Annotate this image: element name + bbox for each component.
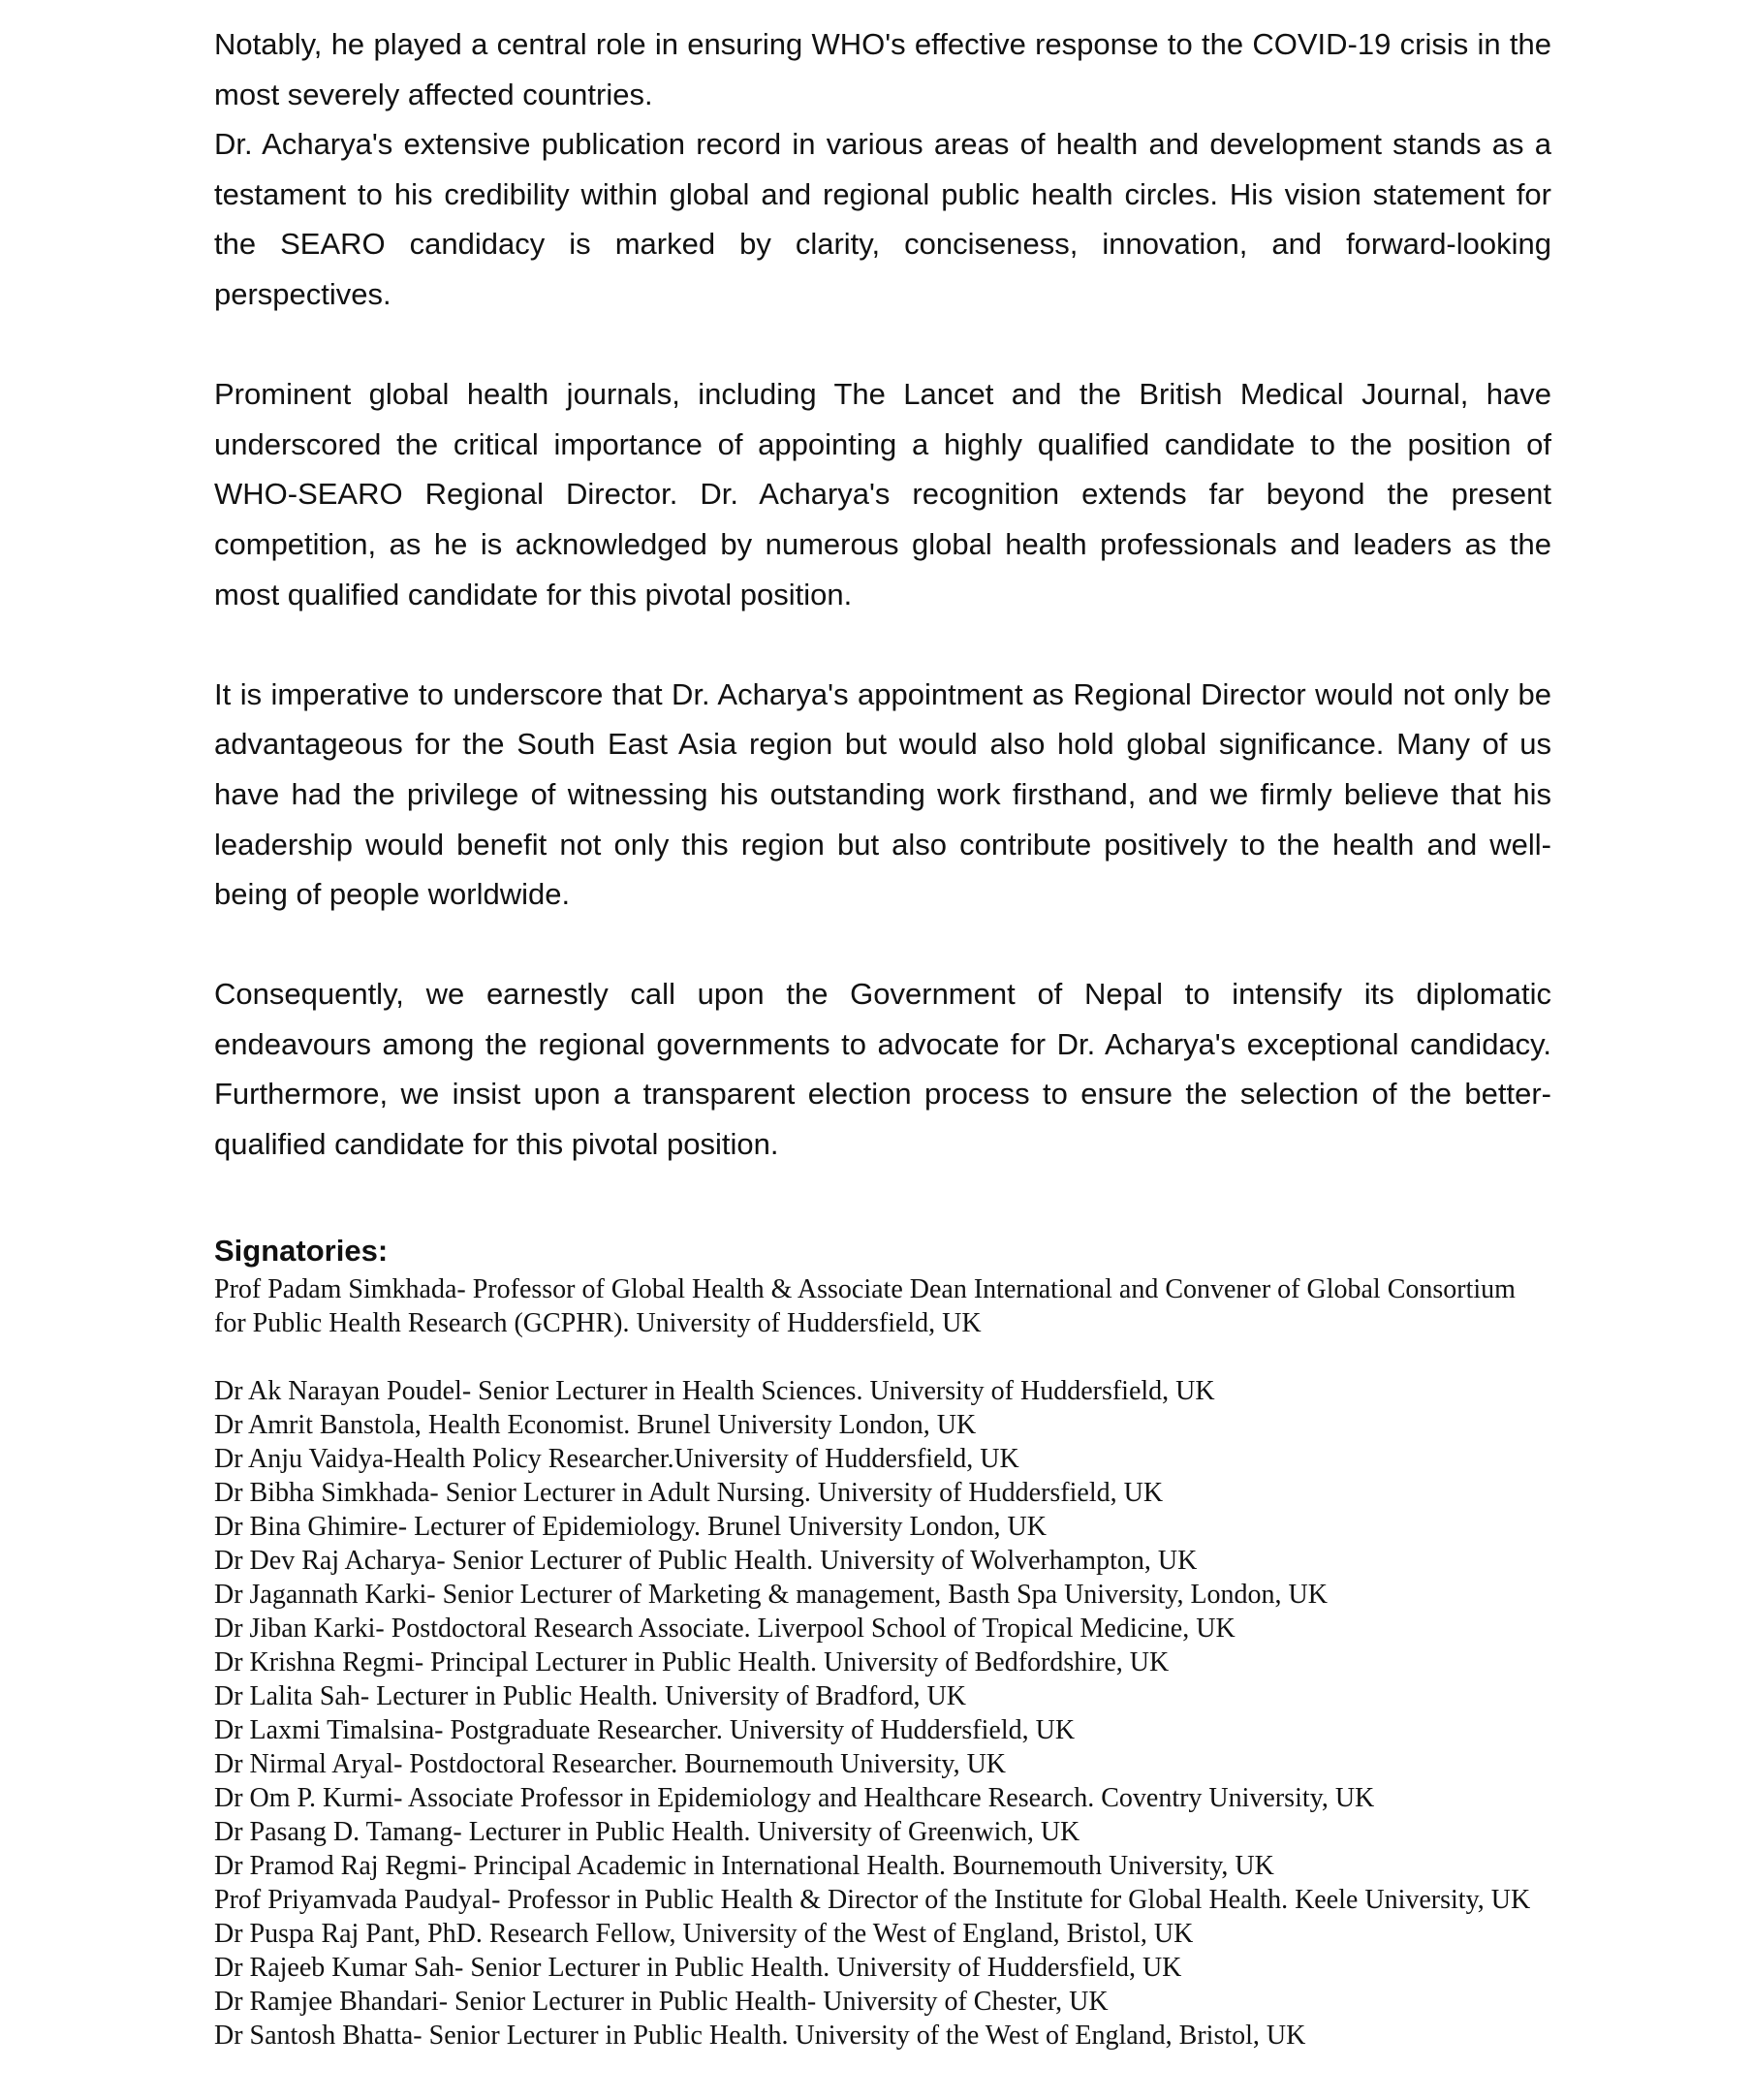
- signatory-item: Dr Anju Vaidya-Health Policy Researcher.University of Huddersfield, UK: [214, 1443, 1019, 1474]
- signatory-item: Prof Priyamvada Paudyal- Professor in Public Health & Director of the Institute for Global Health. Keele University, UK: [214, 1884, 1531, 1915]
- signatories-section: [214, 1230, 1551, 2053]
- signatories-list: [214, 1374, 1551, 2053]
- signatory-item: Dr Krishna Regmi- Principal Lecturer in Public Health. University of Bedfordshire, UK: [214, 1646, 1170, 1677]
- signatory-item: Dr Rajeeb Kumar Sah- Senior Lecturer in Public Health. University of Huddersfield, UK: [214, 1952, 1182, 1983]
- signatory-item: Dr Ramjee Bhandari- Senior Lecturer in Public Health- University of Chester, UK: [214, 1986, 1109, 2017]
- signatory-item: Dr Bibha Simkhada- Senior Lecturer in Adult Nursing. University of Huddersfield, UK: [214, 1477, 1164, 1508]
- signatories-heading: Signatories:: [214, 1233, 389, 1268]
- paragraph-publication-record: Dr. Acharya's extensive publication record in various areas of health and development stands as a testament to his credibility within global and regional public health circles. His vision statement for the SEARO candidacy is marked by clarity, conciseness, innovation, and forward-looking perspectives.: [214, 127, 1551, 311]
- signatory-item: Dr Ak Narayan Poudel- Senior Lecturer in Health Sciences. University of Huddersfield, UK: [214, 1375, 1215, 1406]
- signatory-item: Dr Pasang D. Tamang- Lecturer in Public Health. University of Greenwich, UK: [214, 1816, 1080, 1847]
- signatory-item: Dr Om P. Kurmi- Associate Professor in Epidemiology and Healthcare Research. Coventry University, UK: [214, 1782, 1375, 1813]
- signatory-item: Dr Jagannath Karki- Senior Lecturer of Marketing & management, Basth Spa University, London, UK: [214, 1579, 1328, 1610]
- signatory-item: Dr Laxmi Timalsina- Postgraduate Researcher. University of Huddersfield, UK: [214, 1714, 1076, 1745]
- signatories-spacer: [214, 1340, 1551, 1374]
- signatory-item: Dr Jiban Karki- Postdoctoral Research Associate. Liverpool School of Tropical Medicine, UK: [214, 1613, 1236, 1644]
- signatory-item: Dr Nirmal Aryal- Postdoctoral Researcher. Bournemouth University, UK: [214, 1748, 1007, 1779]
- paragraph-spacer: [214, 619, 1551, 670]
- signatory-item: Dr Puspa Raj Pant, PhD. Research Fellow, University of the West of England, Bristol, UK: [214, 1918, 1194, 1949]
- paragraph-appointment-significance: It is imperative to underscore that Dr. Acharya's appointment as Regional Director would not only be advantageous for the South East Asia region but would also hold global significance. Many of us have had the privilege of witnessing his outstanding work firsthand, and we firmly believe that his leadership would benefit not only this region but also contribute positively to the health and well-being of people worldwide.: [214, 676, 1551, 912]
- letter-page: [214, 19, 1551, 2053]
- signatory-item: Dr Pramod Raj Regmi- Principal Academic in International Health. Bournemouth University, UK: [214, 1850, 1274, 1881]
- paragraph-spacer: [214, 320, 1551, 370]
- section-spacer: [214, 1170, 1551, 1230]
- signatory-item: Dr Santosh Bhatta- Senior Lecturer in Public Health. University of the West of England, Bristol, UK: [214, 2020, 1306, 2051]
- paragraph-spacer: [214, 920, 1551, 970]
- paragraph-covid-response: Notably, he played a central role in ensuring WHO's effective response to the COVID-19 crisis in the most severely affected countries.: [214, 27, 1551, 111]
- signatory-item: Dr Bina Ghimire- Lecturer of Epidemiology. Brunel University London, UK: [214, 1511, 1047, 1542]
- signatory-item: Dr Dev Raj Acharya- Senior Lecturer of Public Health. University of Wolverhampton, UK: [214, 1545, 1198, 1576]
- paragraph-call-to-government: Consequently, we earnestly call upon the Government of Nepal to intensify its diplomatic endeavours among the regional governments to advocate for Dr. Acharya's exceptional candidacy. Furthermore, we insist upon a transparent election process to ensure the selection of the better-qualified candidate for this pivotal position.: [214, 977, 1551, 1162]
- paragraph-journals: Prominent global health journals, including The Lancet and the British Medical Journal, have underscored the critical importance of appointing a highly qualified candidate to the position of WHO-SEARO Regional Director. Dr. Acharya's recognition extends far beyond the present competition, as he is acknowledged by numerous global health professionals and leaders as the most qualified candidate for this pivotal position.: [214, 377, 1551, 611]
- signatory-item: Dr Amrit Banstola, Health Economist. Brunel University London, UK: [214, 1409, 977, 1440]
- signatory-item: Dr Lalita Sah- Lecturer in Public Health. University of Bradford, UK: [214, 1680, 967, 1711]
- signatory-lead: Prof Padam Simkhada- Professor of Global Health & Associate Dean International and Convener of Global Consortium for Public Health Research (GCPHR). University of Huddersfield, UK: [214, 1273, 1516, 1338]
